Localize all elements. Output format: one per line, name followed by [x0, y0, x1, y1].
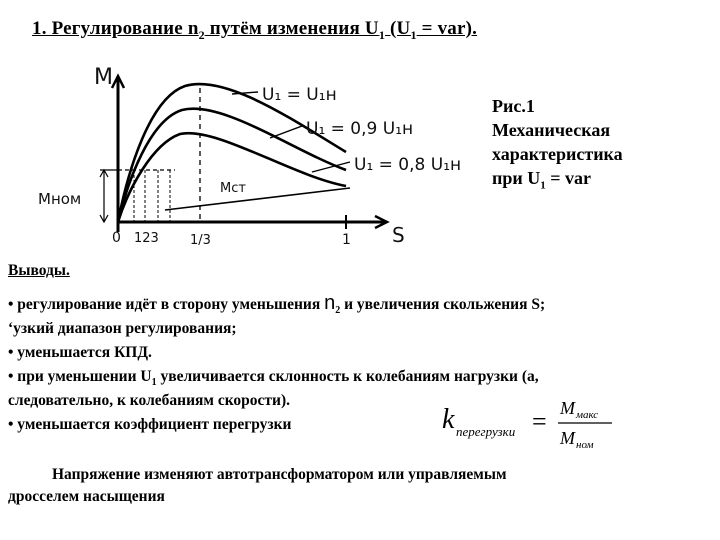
axis-y-label: М [94, 65, 113, 90]
conclusion-item-3: • уменьшается КПД. [8, 344, 152, 361]
caption-line-3: характеристика [492, 144, 623, 164]
caption-line-2: Механическая [492, 120, 611, 140]
load-torque-line [165, 188, 350, 210]
axis-x-label: S [392, 223, 405, 247]
formula-k: k [442, 404, 455, 435]
m-nom-label: Мном [38, 190, 82, 208]
curve-label-3: U₁ = 0,8 U₁н [354, 155, 462, 175]
tick-one-label: 1 [342, 232, 351, 248]
leader-curve-2 [270, 126, 302, 138]
conclusion-item-2: ‘узкий диапазон регулирования; [8, 320, 237, 337]
conclusion-item-5: • уменьшается коэффициент перегрузки [8, 416, 292, 433]
formula-equals: = [532, 407, 547, 436]
curve-label-1: U₁ = U₁н [262, 85, 337, 105]
ticks-small-label: 123 [134, 231, 159, 246]
formula-denominator-subscript: ном [576, 439, 594, 451]
formula-numerator: M [560, 398, 575, 418]
final-paragraph-line-1: Напряжение изменяют автотрансформатором или управляемым [52, 466, 507, 483]
caption-line-4: при $U_1$ = var [492, 168, 592, 192]
formula-numerator-subscript: макс [576, 409, 599, 421]
final-paragraph-line-2: дросселем насыщения [8, 488, 165, 505]
conclusion-item-1: • регулирование идёт в сторону уменьшения $n_2$ и увеличения скольжения S; [8, 292, 546, 317]
slide-title: 1. Регулирование $n_2$ путём изменения $U_1$ $(U_1 = var)$. [32, 18, 478, 42]
formula-denominator: M [560, 428, 575, 448]
conclusion-item-4: • при уменьшении $U_1$ увеличивается склонность к колебаниям нагрузки (а, [8, 368, 539, 389]
formula-k-subscript: перегрузки [456, 424, 516, 439]
origin-label: 0 [112, 230, 121, 246]
m-st-label: Мст [220, 181, 246, 196]
caption-line-1: Рис.1 [492, 96, 535, 116]
conclusion-item-4-continued: следовательно, к колебаниям скорости). [8, 392, 291, 409]
curve-label-2: U₁ = 0,9 U₁н [306, 119, 414, 139]
curve-u1-0-8 [118, 133, 346, 222]
tick-third-label: 1/3 [190, 233, 211, 248]
figure-caption [492, 94, 623, 198]
overload-coefficient-formula [440, 392, 630, 452]
conclusions-heading: Выводы. [8, 262, 70, 279]
